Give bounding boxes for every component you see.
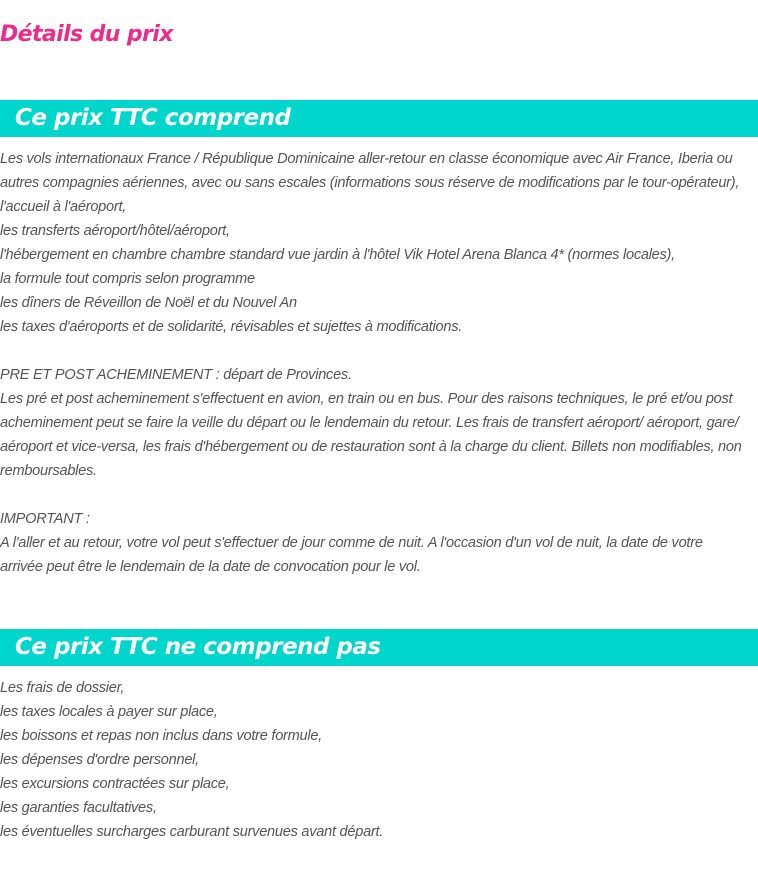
included-section-body bbox=[0, 147, 758, 579]
preroute-title: PRE ET POST ACHEMINEMENT : départ de Provinces. bbox=[0, 367, 352, 383]
included-line: les taxes d'aéroports et de solidarité, révisables et sujettes à modifications. bbox=[0, 319, 463, 335]
included-line: l'hébergement en chambre chambre standard vue jardin à l'hôtel Vik Hotel Arena Blanca 4* (normes locales), bbox=[0, 247, 675, 263]
included-line: Les vols internationaux France / République Dominicaine aller-retour en classe économique avec Air France, Iberia ou bbox=[0, 151, 733, 167]
excluded-section-body bbox=[0, 676, 758, 844]
preroute-line: acheminement peut se faire la veille du départ ou le lendemain du retour. Les frais de transfert aéroport/ aéroport, gare/ bbox=[0, 415, 739, 431]
excluded-line: les garanties facultatives, bbox=[0, 800, 157, 816]
included-line: l'accueil à l'aéroport, bbox=[0, 199, 127, 215]
excluded-line: Les frais de dossier, bbox=[0, 680, 125, 696]
preroute-line: remboursables. bbox=[0, 463, 97, 479]
included-line: les transferts aéroport/hôtel/aéroport, bbox=[0, 223, 230, 239]
preroute-line: aéroport et vice-versa, les frais d'hébergement ou de restauration sont à la charge du client. Billets non modifiables, non bbox=[0, 439, 742, 455]
important-line: A l'aller et au retour, votre vol peut s'effectuer de jour comme de nuit. A l'occasion d'un vol de nuit, la date de votre bbox=[0, 535, 703, 551]
excluded-line: les taxes locales à payer sur place, bbox=[0, 704, 218, 720]
included-line: les dîners de Réveillon de Noël et du Nouvel An bbox=[0, 295, 297, 311]
important-line: arrivée peut être le lendemain de la date de convocation pour le vol. bbox=[0, 559, 421, 575]
paragraph-gap bbox=[0, 483, 758, 507]
excluded-section-header bbox=[0, 629, 758, 666]
excluded-line: les éventuelles surcharges carburant survenues avant départ. bbox=[0, 824, 384, 840]
paragraph-gap bbox=[0, 339, 758, 363]
preroute-line: Les pré et post acheminement s'effectuent en avion, en train ou en bus. Pour des raisons techniques, le pré et/ou post bbox=[0, 391, 733, 407]
excluded-line: les dépenses d'ordre personnel, bbox=[0, 752, 199, 768]
page-title: Détails du prix bbox=[0, 22, 173, 47]
included-line: la formule tout compris selon programme bbox=[0, 271, 255, 287]
included-section-header bbox=[0, 100, 758, 137]
included-heading: Ce prix TTC comprend bbox=[15, 105, 291, 131]
excluded-line: les excursions contractées sur place, bbox=[0, 776, 230, 792]
included-line: autres compagnies aériennes, avec ou sans escales (informations sous réserve de modifications par le tour-opérateur), bbox=[0, 175, 740, 191]
excluded-line: les boissons et repas non inclus dans votre formule, bbox=[0, 728, 323, 744]
important-title: IMPORTANT : bbox=[0, 511, 90, 527]
excluded-heading: Ce prix TTC ne comprend pas bbox=[15, 634, 381, 660]
